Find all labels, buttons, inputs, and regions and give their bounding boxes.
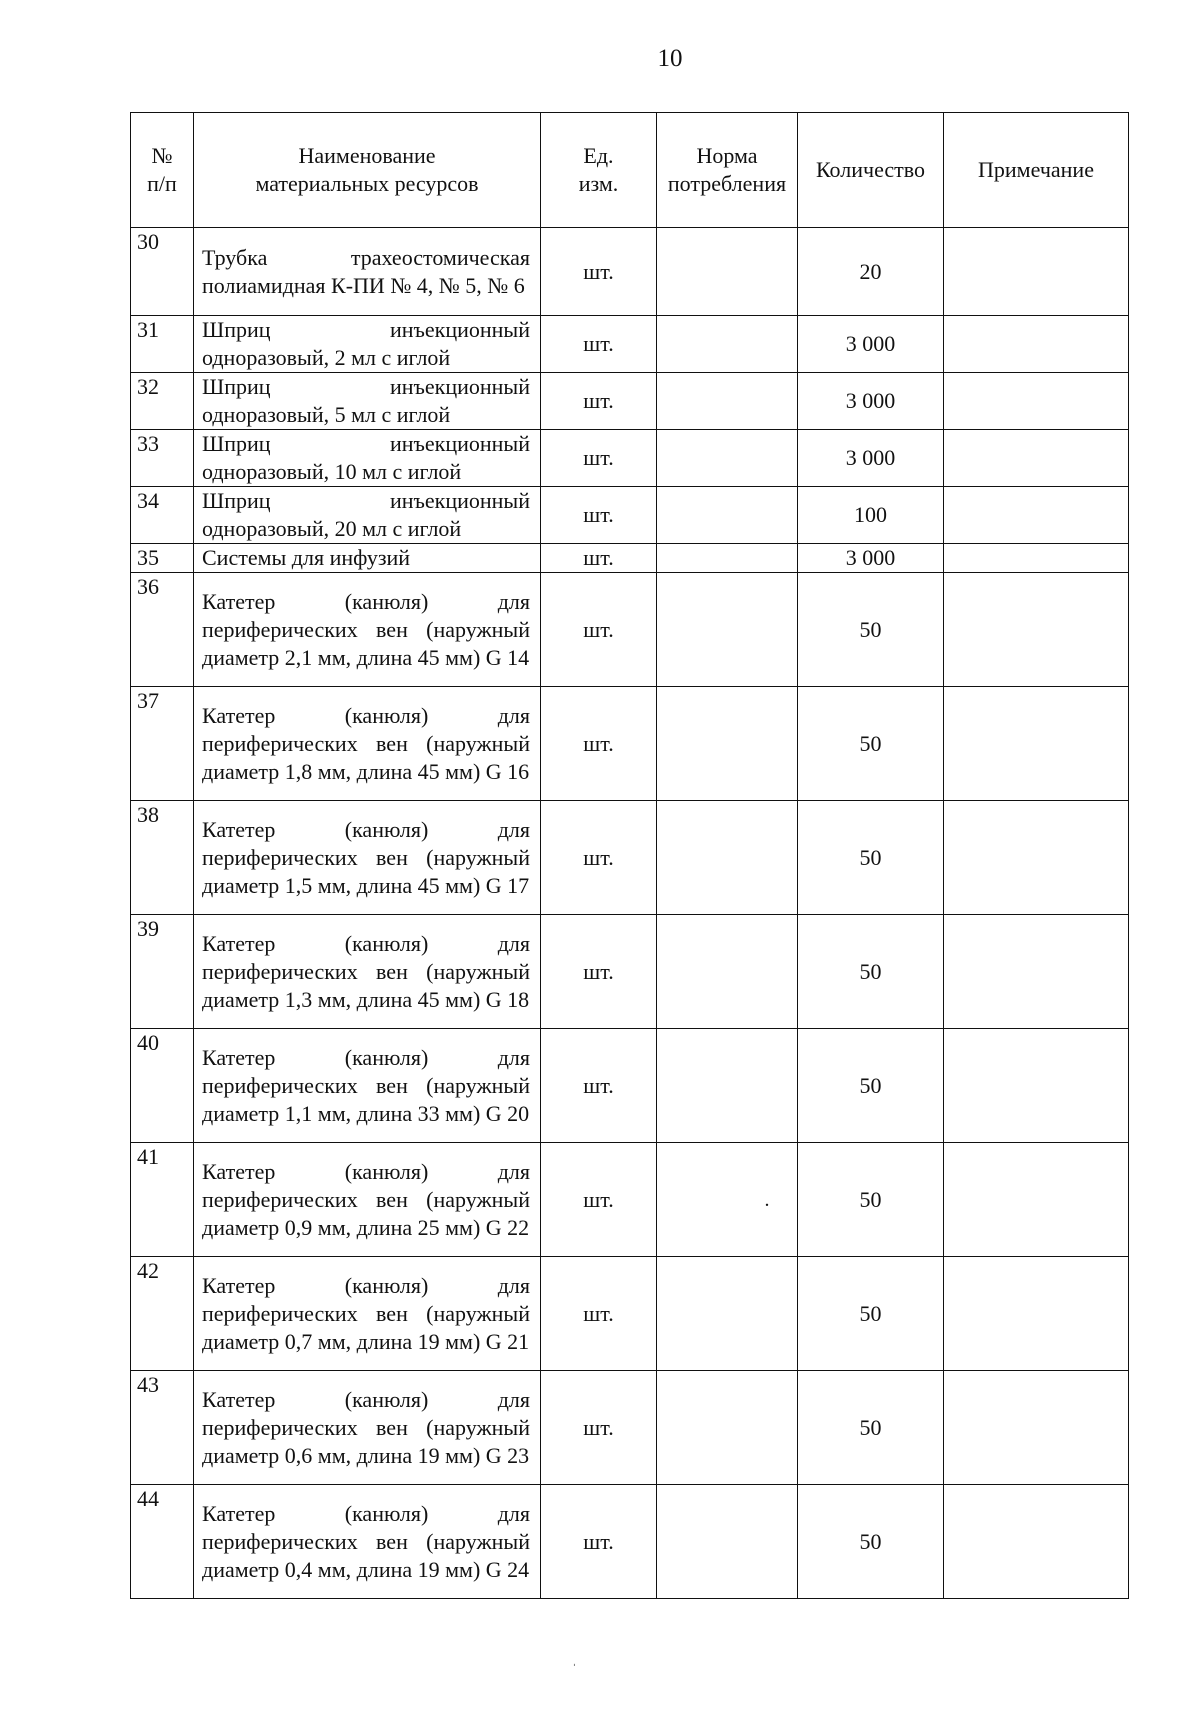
row-norm [657, 1485, 798, 1599]
header-num-label: № п/п [147, 143, 177, 196]
row-qty: 50 [798, 687, 944, 801]
header-unit [541, 113, 657, 228]
row-num: 41 [131, 1143, 194, 1257]
table-row [131, 544, 1129, 573]
row-norm [657, 430, 798, 487]
row-note [944, 430, 1129, 487]
row-name: Трубка трахеостомическая полиамидная К-ПИ № 4, № 5, № 6 [194, 228, 541, 316]
row-norm-mark: . [764, 1189, 770, 1211]
row-note [944, 915, 1129, 1029]
table-row [131, 687, 1129, 801]
row-num: 43 [131, 1371, 194, 1485]
row-norm [657, 1029, 798, 1143]
row-norm [657, 573, 798, 687]
row-norm [657, 316, 798, 373]
row-name: Катетер (канюля) для периферических вен (наружный диаметр 0,7 мм, длина 19 мм) G 21 [194, 1257, 541, 1371]
row-unit: шт. [541, 687, 657, 801]
row-qty: 50 [798, 915, 944, 1029]
row-note [944, 1371, 1129, 1485]
row-unit: шт. [541, 573, 657, 687]
row-note [944, 1143, 1129, 1257]
header-name [194, 113, 541, 228]
row-name: Системы для инфузий [194, 544, 541, 573]
table-row [131, 1143, 1129, 1257]
table-row [131, 801, 1129, 915]
row-num: 34 [131, 487, 194, 544]
row-note [944, 801, 1129, 915]
material-resources-table [130, 112, 1129, 1599]
row-unit: шт. [541, 316, 657, 373]
row-unit: шт. [541, 1257, 657, 1371]
header-norm-label: Норма потребления [667, 143, 787, 196]
table-row [131, 430, 1129, 487]
row-norm [657, 801, 798, 915]
row-note [944, 228, 1129, 316]
row-name: Катетер (канюля) для периферических вен (наружный диаметр 1,8 мм, длина 45 мм) G 16 [194, 687, 541, 801]
header-note [944, 113, 1129, 228]
header-name-label: Наименование материальных ресурсов [255, 143, 479, 196]
row-name: Катетер (канюля) для периферических вен (наружный диаметр 1,3 мм, длина 45 мм) G 18 [194, 915, 541, 1029]
row-note [944, 1485, 1129, 1599]
table-body [131, 228, 1129, 1599]
table-row [131, 1371, 1129, 1485]
row-unit: шт. [541, 373, 657, 430]
row-qty: 50 [798, 573, 944, 687]
row-name: Катетер (канюля) для периферических вен (наружный диаметр 0,4 мм, длина 19 мм) G 24 [194, 1485, 541, 1599]
header-qty [798, 113, 944, 228]
row-name: Катетер (канюля) для периферических вен (наружный диаметр 1,5 мм, длина 45 мм) G 17 [194, 801, 541, 915]
row-num: 31 [131, 316, 194, 373]
row-unit: шт. [541, 430, 657, 487]
row-qty: 50 [798, 1143, 944, 1257]
table-row [131, 228, 1129, 316]
table-row [131, 1257, 1129, 1371]
row-name: Катетер (канюля) для периферических вен (наружный диаметр 0,9 мм, длина 25 мм) G 22 [194, 1143, 541, 1257]
header-qty-label: Количество [815, 157, 926, 182]
row-name: Катетер (канюля) для периферических вен (наружный диаметр 2,1 мм, длина 45 мм) G 14 [194, 573, 541, 687]
row-note [944, 1029, 1129, 1143]
row-norm [657, 373, 798, 430]
table-row [131, 1485, 1129, 1599]
row-norm [657, 1143, 798, 1257]
row-qty: 3 000 [798, 430, 944, 487]
row-note [944, 544, 1129, 573]
table-row [131, 373, 1129, 430]
row-qty: 50 [798, 1371, 944, 1485]
scan-speck: ˌ [572, 1652, 577, 1667]
row-norm [657, 1371, 798, 1485]
header-note-label: Примечание [978, 157, 1094, 182]
row-name: Шприц инъекционный одноразовый, 10 мл с иглой [194, 430, 541, 487]
row-norm [657, 687, 798, 801]
row-num: 30 [131, 228, 194, 316]
page-number: 10 [657, 45, 683, 72]
row-note [944, 316, 1129, 373]
row-name: Шприц инъекционный одноразовый, 2 мл с иглой [194, 316, 541, 373]
row-qty: 50 [798, 801, 944, 915]
row-unit: шт. [541, 915, 657, 1029]
row-unit: шт. [541, 1371, 657, 1485]
header-num [131, 113, 194, 228]
row-note [944, 487, 1129, 544]
row-qty: 3 000 [798, 544, 944, 573]
table-row [131, 915, 1129, 1029]
row-unit: шт. [541, 487, 657, 544]
row-num: 38 [131, 801, 194, 915]
row-unit: шт. [541, 1143, 657, 1257]
row-num: 33 [131, 430, 194, 487]
row-num: 44 [131, 1485, 194, 1599]
row-qty: 50 [798, 1257, 944, 1371]
row-num: 36 [131, 573, 194, 687]
row-norm [657, 544, 798, 573]
row-name: Катетер (канюля) для периферических вен (наружный диаметр 0,6 мм, длина 19 мм) G 23 [194, 1371, 541, 1485]
row-note [944, 573, 1129, 687]
row-unit: шт. [541, 544, 657, 573]
header-unit-label: Ед. изм. [578, 143, 619, 196]
row-num: 37 [131, 687, 194, 801]
row-unit: шт. [541, 1485, 657, 1599]
table-row [131, 487, 1129, 544]
header-norm [657, 113, 798, 228]
row-num: 35 [131, 544, 194, 573]
row-name: Шприц инъекционный одноразовый, 5 мл с иглой [194, 373, 541, 430]
row-unit: шт. [541, 228, 657, 316]
row-norm [657, 487, 798, 544]
row-note [944, 373, 1129, 430]
row-qty: 50 [798, 1485, 944, 1599]
row-name: Катетер (канюля) для периферических вен (наружный диаметр 1,1 мм, длина 33 мм) G 20 [194, 1029, 541, 1143]
row-num: 32 [131, 373, 194, 430]
row-num: 40 [131, 1029, 194, 1143]
table-header-row [131, 113, 1129, 228]
row-name: Шприц инъекционный одноразовый, 20 мл с иглой [194, 487, 541, 544]
row-norm [657, 915, 798, 1029]
table-row [131, 573, 1129, 687]
row-note [944, 687, 1129, 801]
row-qty: 50 [798, 1029, 944, 1143]
row-norm [657, 1257, 798, 1371]
table-row [131, 1029, 1129, 1143]
row-qty: 3 000 [798, 316, 944, 373]
row-unit: шт. [541, 1029, 657, 1143]
row-num: 39 [131, 915, 194, 1029]
row-note [944, 1257, 1129, 1371]
table-row [131, 316, 1129, 373]
row-qty: 100 [798, 487, 944, 544]
row-qty: 3 000 [798, 373, 944, 430]
row-unit: шт. [541, 801, 657, 915]
row-qty: 20 [798, 228, 944, 316]
row-norm [657, 228, 798, 316]
row-num: 42 [131, 1257, 194, 1371]
